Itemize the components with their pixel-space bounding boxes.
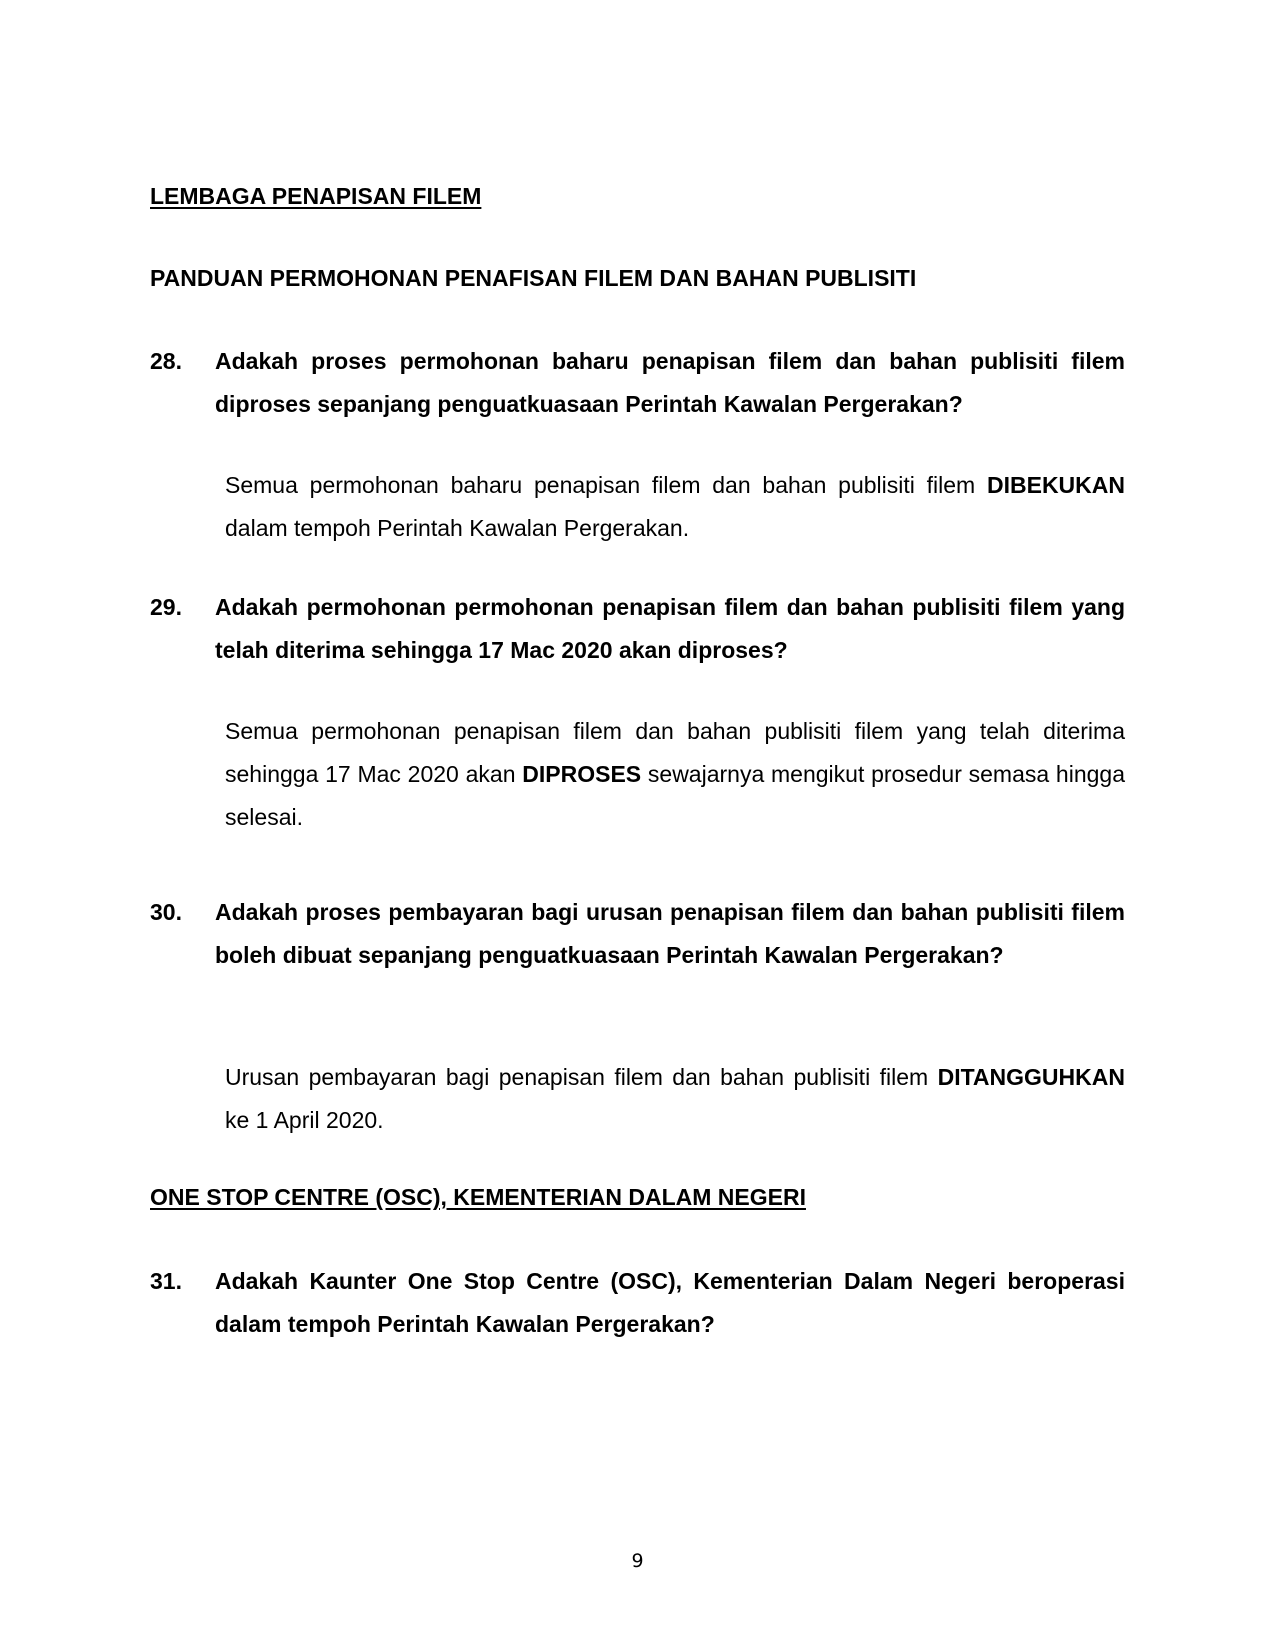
answer-30: [225, 1056, 1125, 1142]
question-number: 31.: [150, 1268, 182, 1294]
question-text: Adakah proses permohonan baharu penapisan filem dan bahan publisiti filem diproses sepanjang penguatkuasaan Perintah Kawalan Pergerakan?: [215, 348, 1125, 417]
answer-emphasis: DITANGGUHKAN: [937, 1064, 1125, 1090]
answer-text: ke 1 April 2020.: [225, 1107, 384, 1133]
question-28: [150, 340, 1125, 426]
question-number: 30.: [150, 899, 182, 925]
answer-text: sewajarnya mengikut prosedur semasa hingga selesai.: [225, 761, 1125, 830]
answer-29: [225, 710, 1125, 839]
question-29: [150, 586, 1125, 672]
answer-text: Urusan pembayaran bagi penapisan filem dan bahan publisiti filem: [225, 1064, 938, 1090]
answer-emphasis: DIBEKUKAN: [987, 472, 1125, 498]
answer-text: dalam tempoh Perintah Kawalan Pergerakan.: [225, 515, 690, 541]
question-number: 29.: [150, 594, 182, 620]
page-number: 9: [631, 1550, 644, 1572]
answer-text: Semua permohonan penapisan filem dan bahan publisiti filem yang telah diterima sehingga 17 Mac 2020 akan: [225, 718, 1125, 787]
question-number: 28.: [150, 348, 182, 374]
answer-28: [225, 464, 1125, 550]
question-30: [150, 891, 1125, 977]
question-31: [150, 1260, 1125, 1346]
question-text: Adakah permohonan permohonan penapisan filem dan bahan publisiti filem yang telah diterima sehingga 17 Mac 2020 akan diproses?: [215, 594, 1125, 663]
section-title-lembaga: LEMBAGA PENAPISAN FILEM: [150, 183, 482, 209]
section-title-osc: ONE STOP CENTRE (OSC), KEMENTERIAN DALAM NEGERI: [150, 1184, 806, 1210]
answer-emphasis: DIPROSES: [522, 761, 642, 787]
section-subtitle: PANDUAN PERMOHONAN PENAFISAN FILEM DAN BAHAN PUBLISITI: [150, 265, 917, 291]
answer-text: Semua permohonan baharu penapisan filem dan bahan publisiti filem: [225, 472, 987, 498]
question-text: Adakah proses pembayaran bagi urusan penapisan filem dan bahan publisiti filem boleh dibuat sepanjang penguatkuasaan Perintah Kawalan Pergerakan?: [215, 899, 1125, 968]
question-text: Adakah Kaunter One Stop Centre (OSC), Kementerian Dalam Negeri beroperasi dalam tempoh Perintah Kawalan Pergerakan?: [215, 1268, 1125, 1337]
